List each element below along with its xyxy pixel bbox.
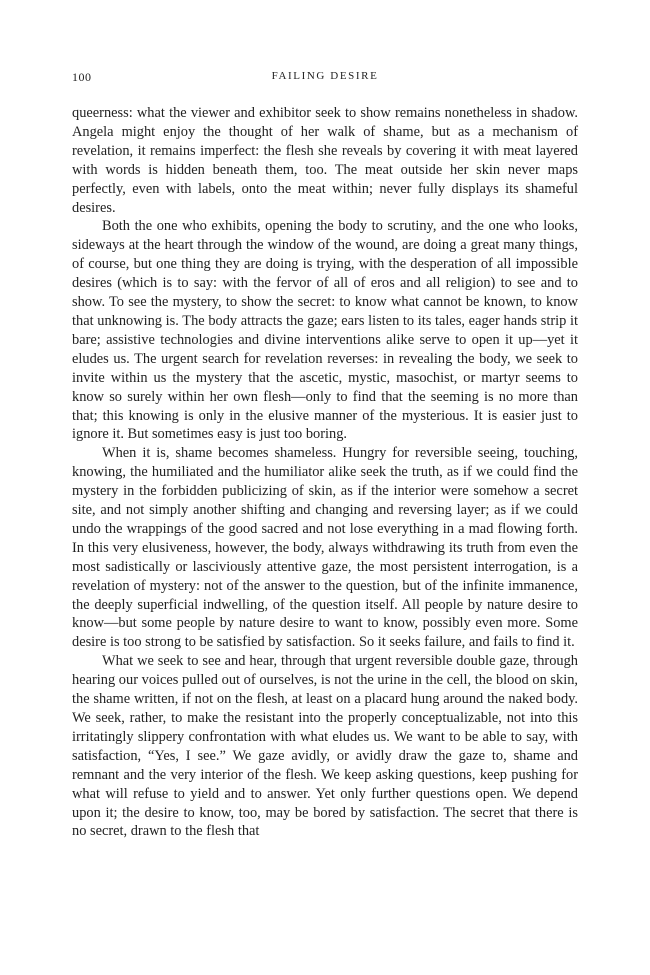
page-number: 100 [72, 70, 92, 84]
body-text [72, 104, 578, 841]
paragraph-3: When it is, shame becomes shameless. Hungry for reversible seeing, touching, knowing, the humiliated and the humiliator alike seek the truth, as if we could find the mystery in the forbidden publicizing of skin, as if the interior were somehow a secret site, and not simply another shifting and changing and reversing layer; as if we could undo the wrappings of the good sacred and not lose everything in a mad flowing forth. In this very elusiveness, however, the body, always withdrawing its truth from even the most sadistically or lasciviously attentive gaze, the most persistent interrogation, is a revelation of mystery: not of the answer to the question, but of the infinite immanence, the deeply superficial indwelling, of the question itself. All people by nature desire to know—but some people by nature desire to want to know, possibly even more. Some desire is too strong to be satisfied by satisfaction. So it seeks failure, and fails to find it. [72, 445, 578, 651]
paragraph-1: queerness: what the viewer and exhibitor seek to show remains nonetheless in shadow. Angela might enjoy the thought of her walk of shame, but as a mechanism of revelation, it remains imperfect: the flesh she reveals by covering it with meat layered with words is hidden beneath them, too. The meat outside her skin never maps perfectly, even with labels, onto the meat within; never fully displays its shameful desires. [72, 105, 578, 216]
paragraph-4: What we seek to see and hear, through that urgent reversible double gaze, through hearing our voices pulled out of ourselves, is not the urine in the cell, the blood on skin, the shame written, if not on the flesh, at least on a placard hung around the naked body. We seek, rather, to make the resistant into the properly conceptualizable, not into this irritatingly slippery confrontation with what eludes us. We want to be able to say, with satisfaction, “Yes, I see.” We gaze avidly, or avidly draw the gaze to, shame and remnant and the very interior of the flesh. We keep asking questions, keep pushing for what will refuse to yield and to answer. Yet only further questions open. We depend upon it; the desire to know, too, may be bored by satisfaction. The secret that there is no secret, drawn to the flesh that [72, 653, 578, 840]
page-header [72, 70, 578, 86]
paragraph-2: Both the one who exhibits, opening the body to scrutiny, and the one who looks, sideways at the heart through the window of the wound, are doing a great many things, of course, but one thing they are doing is trying, with the desperation of all impossible desires (which is to say: with the fervor of all of eros and all religion) to see and to show. To see the mystery, to show the secret: to know what cannot be known, to know that unknowing is. The body attracts the gaze; ears listen to its tales, eager hands strip it bare; assistive technologies and divine interventions alike serve to open it up—yet it eludes us. The urgent search for revelation reverses: in revealing the body, we seek to invite within us the mystery that the ascetic, mystic, masochist, or martyr seems to know so surely within her own flesh—only to find that the seeming is no more than that; this knowing is only in the elusive manner of the mysterious. It is easier just to ignore it. But sometimes easy is just too boring. [72, 218, 578, 443]
running-head: FAILING DESIRE [271, 70, 379, 82]
